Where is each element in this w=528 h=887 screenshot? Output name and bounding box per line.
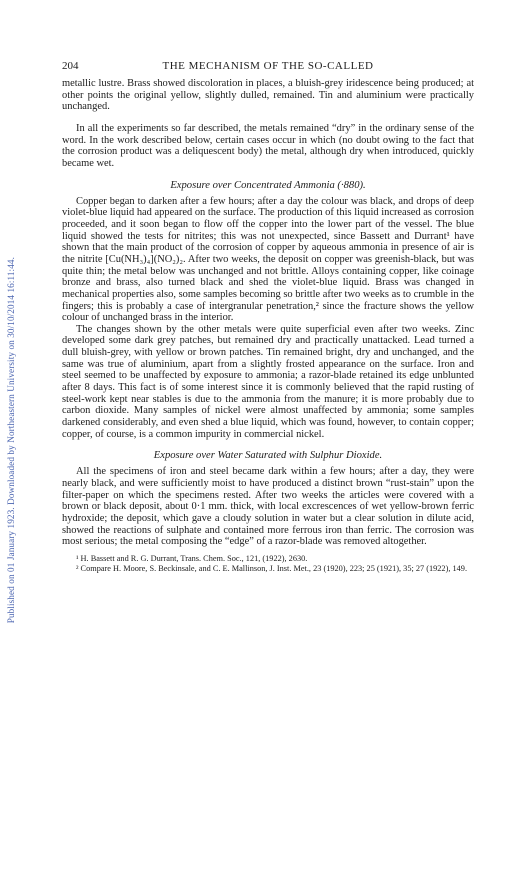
footnote-2: ² Compare H. Moore, S. Beckinsale, and C. E. Mallinson, J. Inst. Met., 23 (1920), 223; 25 (1921), 35; 27 (1922), 149. xyxy=(76,563,468,573)
section-heading-ammonia: Exposure over Concentrated Ammonia (·880). xyxy=(170,179,366,191)
paragraph-continued: metallic lustre. Brass showed discoloration in places, a bluish-grey iridescence being produced; at other points the original yellow, slightly dulled, remained. Tin and aluminium were practically unchanged. xyxy=(62,78,474,113)
paragraph-iron-steel: All the specimens of iron and steel became dark within a few hours; after a day, they were nearly black, and were sufficiently moist to have produced a distinct brown “rust-stain” upon the filter-paper on which the specimens rested. After two weeks the articles were covered with a brown or black deposit, about 0·1 mm. thick, with local excrescences of wet yellow-brown ferric hydroxide; the deposit, which gave a cloudy solution in water but a clear solution in dilute acid, showed the reactions of sulphate and contained more ferrous iron than ferric. The corrosion was most serious; the metal composing the “edge” of a razor-blade was removed altogether. xyxy=(62,466,474,548)
journal-page xyxy=(62,60,474,573)
paragraph-copper: Copper began to darken after a few hours; after a day the colour was black, and drops of deep violet-blue liquid had appeared on the surface. The production of this liquid increased as corrosion proceeded, and it soon began to flow off the copper into the lower part of the vessel. The blue liquid showed the tests for nitrites; this was not unexpected, since Bassett and Durrant¹ have shown that the main product of the corrosion of copper by aqueous ammonia in presence of air is the nitrite [Cu(NH₃)₄](NO₂)₂. After two weeks, the deposit on copper was greenish-black, but was quite thin; the metal below was unchanged and not brittle. Alloys containing copper, like coinage bronze and brass, also turned black and shed the violet-blue liquid. Brass was changed in mechanical properties also, some samples becoming so brittle after two weeks as to crumble in the fingers; this is probably a case of intergranular penetration,² since the fracture shows the yellow colour of unchanged brass in the interior. xyxy=(62,195,474,324)
page-header xyxy=(62,60,474,72)
download-watermark xyxy=(4,120,18,760)
paragraph-dry-metals: In all the experiments so far described, the metals remained “dry” in the ordinary sense of the word. In the work described below, certain cases occur in which (no doubt owing to the fact that the corrosion product was a deliquescent body) the metal, although dry when introduced, quickly became wet. xyxy=(62,122,474,169)
footnotes xyxy=(62,554,474,573)
running-title: THE MECHANISM OF THE SO-CALLED xyxy=(162,60,374,72)
download-watermark-text: Published on 01 January 1923. Downloaded by Northeastern University on 30/10/2014 16:11:44. xyxy=(6,256,16,624)
section-heading-sulphur-dioxide: Exposure over Water Saturated with Sulphur Dioxide. xyxy=(153,450,383,462)
paragraph-other-metals: The changes shown by the other metals were quite superficial even after two weeks. Zinc developed some dark grey patches, but remained dry and practically unattacked. Lead turned a dull bluish-grey, with yellow or brown patches. Tin remained bright, dry and unchanged, and the same was true of aluminium, apart from a slightly frosted appearance on the surface. Iron and steel seemed to be unaffected by exposure to ammonia; a razor-blade retained its edge unblunted after 8 days. This fact is of some interest since it is commonly believed that the rapid rusting of steel-work kept near stables is due to the ammonia from the manure; it is more probably due to carbon dioxide. Many samples of nickel were almost unaffected by ammonia; some samples darkened considerably, and even shed a blue liquid, which was found, however, to contain copper; copper, of course, is a common impurity in commercial nickel. xyxy=(62,323,474,440)
page-number: 204 xyxy=(62,60,79,72)
footnote-1: ¹ H. Bassett and R. G. Durrant, Trans. Chem. Soc., 121, (1922), 2630. xyxy=(76,553,308,563)
